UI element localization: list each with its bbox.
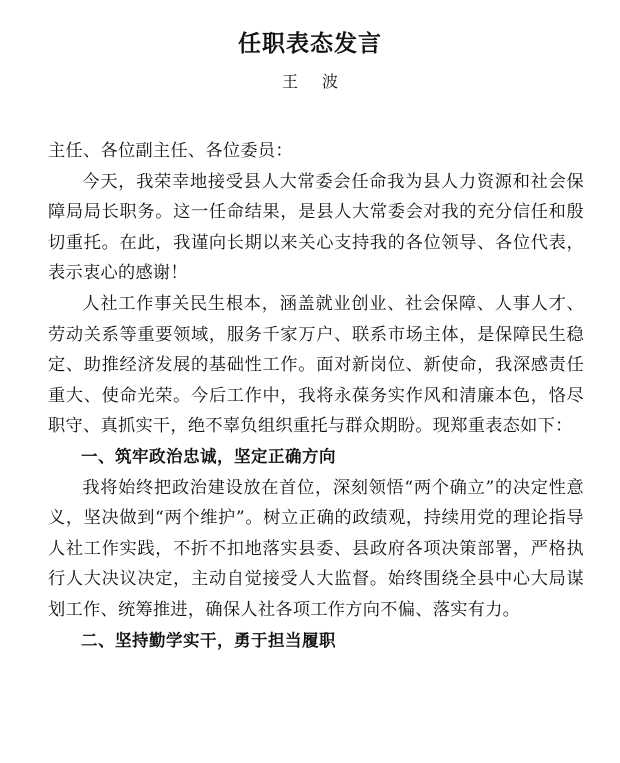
paragraph-responsibility: 人社工作事关民生根本，涵盖就业创业、社会保障、人事人才、劳动关系等重要领域，服务千家万户、联系市场主体，是保障民生稳定、助推经济发展的基础性工作。面对新岗位、新使命，我深感责任重大、使命光荣。今后工作中，我将永葆务实作风和清廉本色，恪尽职守、真抓实干，绝不辜负组织重托与群众期盼。现郑重表态如下：	[48, 293, 584, 437]
author-name: 王波	[281, 72, 362, 91]
paragraph-opening: 今天，我荣幸地接受县人大常委会任命我为县人力资源和社会保障局局长职务。这一任命结果，是县人大常委会对我的充分信任和殷切重托。在此，我谨向长期以来关心支持我的各位领导、各位代表，表示衷心的感谢！	[48, 171, 584, 284]
section-heading-1: 一、筑牢政治忠诚，坚定正确方向	[81, 446, 336, 466]
document-title: 任职表态发言	[238, 31, 382, 57]
salutation: 主任、各位副主任、各位委员：	[48, 141, 293, 161]
paragraph-political-loyalty: 我将始终把政治建设放在首位，深刻领悟“两个确立”的决定性意义，坚决做到“两个维护”。树立正确的政绩观，持续用党的理论指导人社工作实践，不折不扣地落实县委、县政府各项决策部署，严格执行人大决议决定，主动自觉接受人大监督。始终围绕全县中心大局谋划工作、统筹推进，确保人社各项工作方向不偏、落实有力。	[48, 477, 584, 620]
document-body	[48, 136, 584, 656]
section-heading-2: 二、坚持勤学实干，勇于担当履职	[81, 630, 336, 650]
